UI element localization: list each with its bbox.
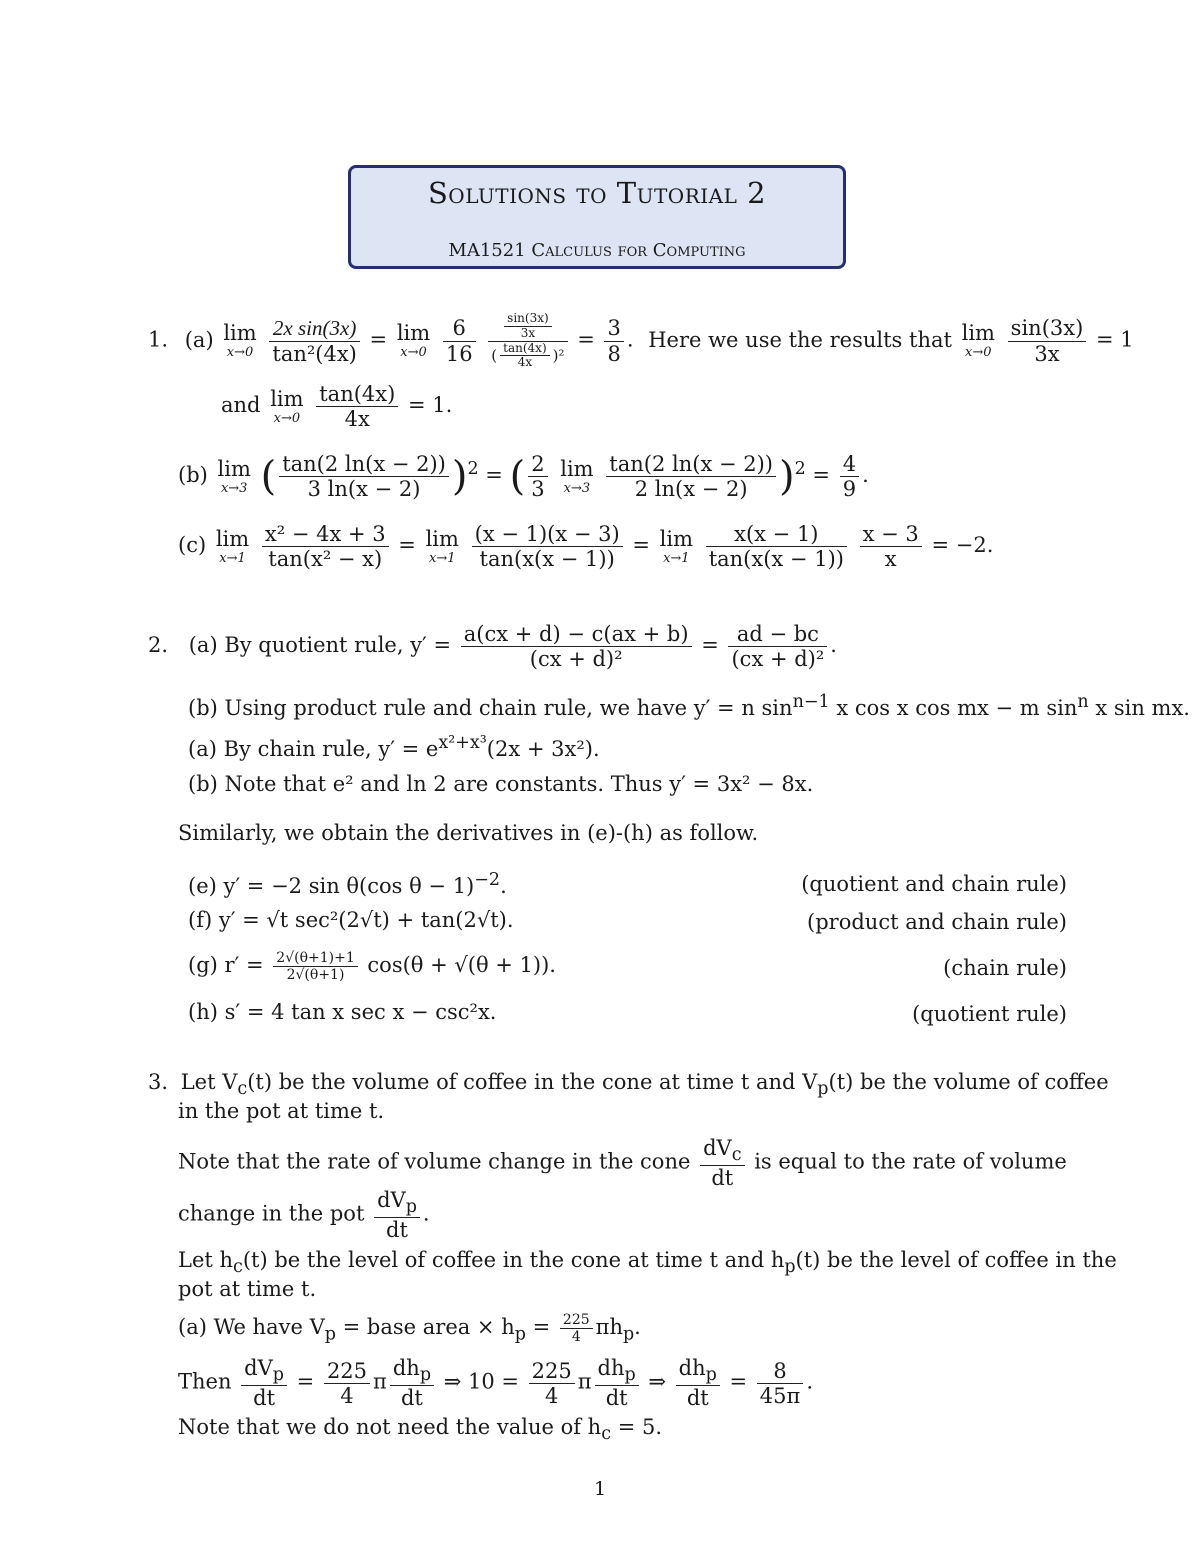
q2g-line: (g) r′ = $\frac{2√(\theta+1)+1}{2√(\theta+1)}$ cos(θ + √(θ + 1)).: [188, 950, 556, 984]
q3-p6: Note that we do not need the value of: [178, 1415, 581, 1439]
q2g-label: (g): [188, 953, 218, 978]
q3-p1-l2: in the pot at time t.: [178, 1099, 385, 1123]
q1c-line: (c) lim x→1 $\frac{\text{x² − 4x + 3}}{\text{tan(x² − x)}}$ = lim x→1 $\frac{(x - 1)(x - 3)}{\tan(x(x - 1))}$ = lim x→1 $\frac{x(x - 1)}{\tan(x(x - 1))}$ $\frac{x - 3}{x}$ = −2.: [178, 522, 994, 572]
q2d-text: Note that e² and ln 2 are constants. Thus y′ = 3x² − 8x.: [224, 772, 814, 796]
q2d-line: [188, 774, 813, 795]
q1a-line2: and lim x→0 $\frac{\tan(4x)}{4x}$ = 1.: [221, 382, 453, 432]
q1-number: 1.: [148, 327, 169, 352]
q2g-rule: (chain rule): [943, 956, 1067, 980]
course-subtitle: MA1521 Calculus for Computing: [448, 240, 746, 261]
q3-number: 3.: [148, 1070, 169, 1094]
q2a-label: (a): [188, 633, 218, 658]
q2c-text: By chain rule,: [223, 737, 372, 761]
q3-p2-l1a: Note that the rate of volume change in the cone: [178, 1149, 691, 1174]
q2b-text: Using product rule and chain rule, we have: [224, 696, 688, 720]
q3-p1-l1b: be the volume of coffee: [860, 1070, 1109, 1094]
q1a-text: Here we use the results that: [648, 327, 952, 352]
q3-line1: 3. Let $V_c(t)$ be the volume of coffee in the cone at time t and $V_p(t)$ be the volume of coffee: [148, 1070, 1109, 1100]
q1a-label: (a): [184, 327, 214, 352]
q2h-rule: (quotient rule): [912, 1002, 1067, 1026]
q2e-line: (e) y′ = −2 sin θ(cos θ − 1)$^{-2}$.: [188, 870, 507, 898]
q3-p4: (a) We have: [178, 1315, 303, 1340]
q2e-label: (e): [188, 874, 217, 898]
q1a-and: and: [221, 393, 261, 418]
q2d-label: (b): [188, 772, 218, 796]
q1c-label: (c): [178, 533, 207, 558]
q2f-line: (f) y′ = √t sec²(2√t) + tan(2√t).: [188, 908, 514, 932]
q3-p3-l2: pot at time t.: [178, 1277, 317, 1301]
q2a-line: 2. (a) By quotient rule, y′ = $\frac{a(cx + d) - c(ax + b)}{\text{(cx + d)²}}$ = $\frac{ad - bc}{\text{(cx + d)²}}$ .: [148, 622, 837, 672]
q3-line2: Note that the rate of volume change in the cone $\frac{dV_c}{dt}$ is equal to the rate of volume: [178, 1136, 1067, 1191]
q2b-line: (b) Using product rule and chain rule, we have y′ = n $\sin^{n-1} x$ cos x cos mx − m $\sin^n x$ sin mx.: [188, 692, 1190, 720]
q1b-line: (b) lim x→3 ( $\frac{\tan(2 \ln(x - 2))}{3 \ln(x - 2)}$ )$^2$ = ( $\frac{2}{3}$ lim x→3 $\frac{\tan(2 \ln(x - 2))}{2 \ln(x - 2)}$ )$^2$ = $\frac{4}{9}$ .: [178, 452, 869, 502]
q2a-text: By quotient rule,: [224, 633, 404, 658]
q3-p3-l1b: be the level of coffee in the cone at time t and: [274, 1248, 765, 1272]
q3-line2b: change in the pot $\frac{dV_p}{dt}$ .: [178, 1188, 430, 1243]
q3-p2-l2: change in the pot: [178, 1201, 365, 1226]
q2h-label: (h): [188, 1000, 218, 1024]
q2-similarly: Similarly, we obtain the derivatives in (e)-(h) as follow.: [178, 821, 759, 845]
q2-number: 2.: [148, 633, 169, 658]
q3-then: Then: [178, 1369, 232, 1394]
q3-p3-l1c: be the level of coffee in the: [827, 1248, 1117, 1272]
q2c-line: (a) By chain rule, $y' = e^{x^2+x^3}(2x + 3x^2)$.: [188, 733, 600, 761]
q3-line3: Let $h_c(t)$ be the level of coffee in the cone at time t and $h_p(t)$ be the level of coffee in the: [178, 1248, 1117, 1278]
q3-p4b: = base area ×: [342, 1315, 495, 1340]
q1a-line: 1. (a) lim x→0 $\frac{\text{2x sin(3x)}}{\text{tan²(4x)}}$ = lim x→0 $\frac{6}{16}$ $\frac{\sin(3x)}{3x}$ ( $\frac{\tan(4x)}{4x}$ )² = $\frac{3}{8}$ . Here we use the results that lim x→0 $\frac{\sin(3x)}{3x}$ = 1: [148, 311, 1134, 370]
q3-line4: (a) We have $V_p$ = base area × $h_p$ = $\frac{225}{4}$ $\pi h_p$.: [178, 1312, 641, 1346]
q2f-label: (f): [188, 908, 213, 932]
page-number: 1: [593, 1478, 607, 1500]
q2c-label: (a): [188, 737, 217, 761]
q2f-rule: (product and chain rule): [807, 910, 1067, 934]
q2e-rule: (quotient and chain rule): [801, 872, 1067, 896]
q3-p1-l1: be the volume of coffee in the cone at time t and: [278, 1070, 796, 1094]
document-title: Solutions to Tutorial 2: [427, 176, 767, 210]
q3-p3-l1a: Let: [178, 1248, 213, 1272]
q3-p2-l1b: is equal to the rate of volume: [754, 1149, 1067, 1174]
q1b-label: (b): [178, 463, 208, 488]
title-box: [348, 165, 846, 269]
q3-line5: Then $\frac{dV_p}{dt}$ = $\frac{225}{4}$ π $\frac{dh_p}{dt}$ ⇒ 10 = $\frac{225}{4}$ π $\frac{dh_p}{dt}$ ⇒ $\frac{dh_p}{dt}$ = $\frac{8}{45\pi}$ .: [178, 1356, 814, 1411]
q3-line6: Note that we do not need the value of $h_c = 5$.: [178, 1415, 662, 1445]
q2b-label: (b): [188, 696, 218, 720]
q2h-line: (h) s′ = 4 tan x sec x − csc²x.: [188, 1000, 497, 1024]
q3-p1a: Let V: [180, 1070, 238, 1094]
